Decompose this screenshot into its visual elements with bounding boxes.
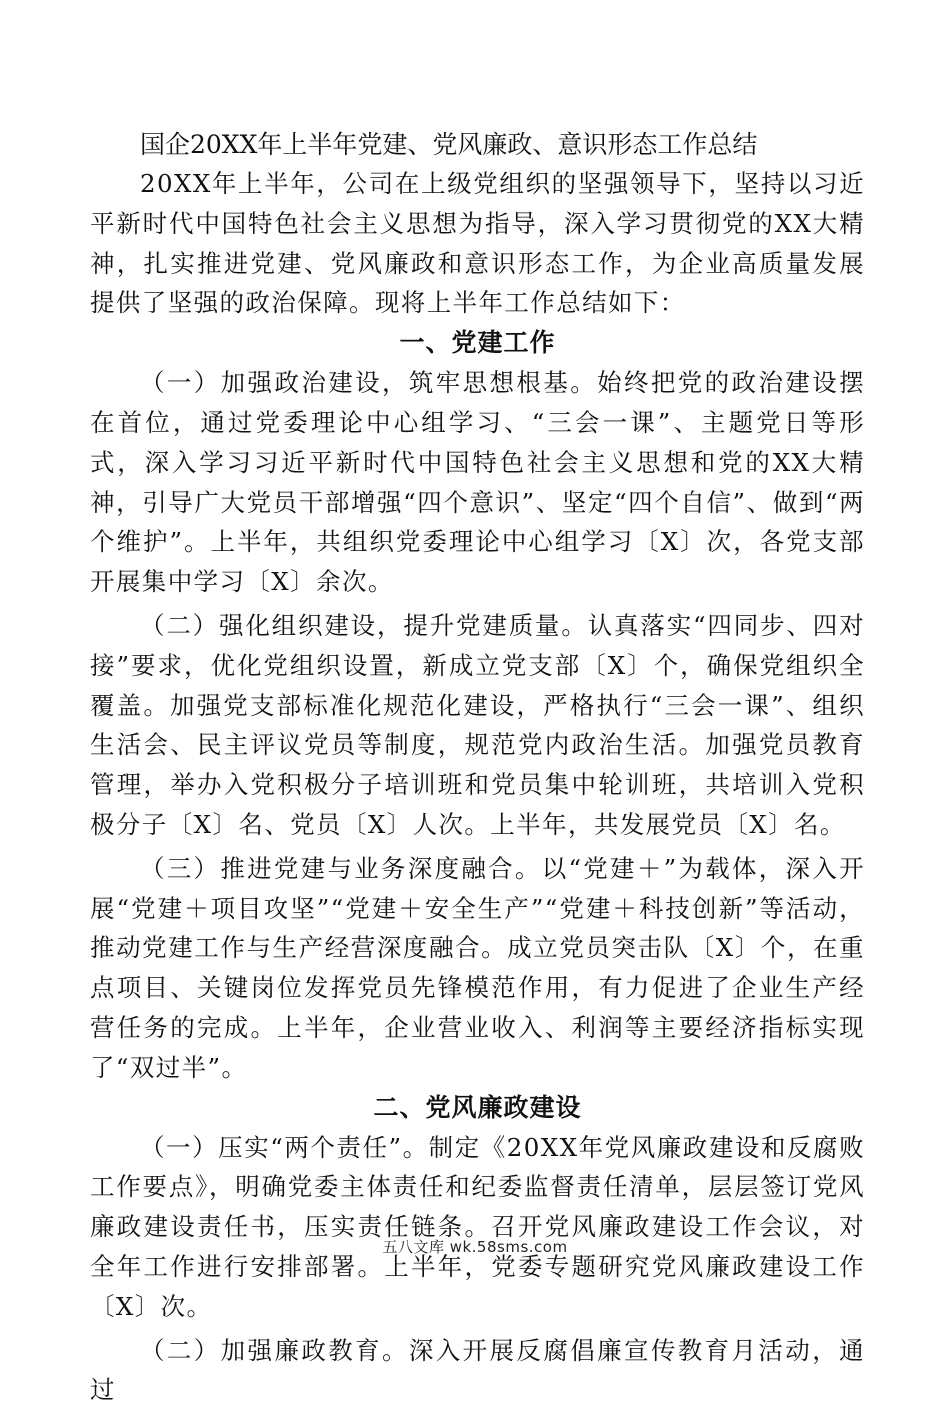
document-page xyxy=(90,126,865,1410)
section-1-paragraph-2: （二）强化组织建设，提升党建质量。认真落实“四同步、四对接”要求，优化党组织设置，新成立党支部〔X〕个，确保党组织全覆盖。加强党支部标准化规范化建设，严格执行“三会一课”、组织生活会、民主评议党员等制度，规范党内政治生活。加强党员教育管理，举办入党积极分子培训班和党员集中轮训班，共培训入党积极分子〔X〕名、党员〔X〕人次。上半年，共发展党员〔X〕名。 xyxy=(90,610,865,839)
document-title: 国企20XX年上半年党建、党风廉政、意识形态工作总结 xyxy=(140,130,758,159)
section-heading-clean-governance: 二、党风廉政建设 xyxy=(373,1092,582,1122)
intro-paragraph: 20XX年上半年，公司在上级党组织的坚强领导下，坚持以习近平新时代中国特色社会主义思想为指导，深入学习贯彻党的XX大精神，扎实推进党建、党风廉政和意识形态工作，为企业高质量发展提供了坚强的政治保障。现将上半年工作总结如下： xyxy=(90,169,865,318)
footer-watermark: 五八文库 wk.58sms.com xyxy=(382,1238,568,1256)
section-2-paragraph-1: （一）压实“两个责任”。制定《20XX年党风廉政建设和反腐败工作要点》，明确党委主体责任和纪委监督责任清单，层层签订党风廉政建设责任书，压实责任链条。召开党风廉政建设工作会议，对全年工作进行安排部署。上半年，党委专题研究党风廉政建设工作〔X〕次。 xyxy=(90,1132,865,1321)
section-1-paragraph-1: （一）加强政治建设，筑牢思想根基。始终把党的政治建设摆在首位，通过党委理论中心组学习、“三会一课”、主题党日等形式，深入学习习近平新时代中国特色社会主义思想和党的XX大精神，引导广大党员干部增强“四个意识”、坚定“四个自信”、做到“两个维护”。上半年，共组织党委理论中心组学习〔X〕次，各党支部开展集中学习〔X〕余次。 xyxy=(90,368,865,597)
section-1-paragraph-3: （三）推进党建与业务深度融合。以“党建＋”为载体，深入开展“党建＋项目攻坚”“党建＋安全生产”“党建＋科技创新”等活动，推动党建工作与生产经营深度融合。成立党员突击队〔X〕个，在重点项目、关键岗位发挥党员先锋模范作用，有力促进了企业生产经营任务的完成。上半年，企业营业收入、利润等主要经济指标实现了“双过半”。 xyxy=(90,853,865,1082)
section-2-paragraph-2: （二）加强廉政教育。深入开展反腐倡廉宣传教育月活动，通过 xyxy=(90,1335,865,1405)
section-heading-party-building: 一、党建工作 xyxy=(399,328,556,358)
